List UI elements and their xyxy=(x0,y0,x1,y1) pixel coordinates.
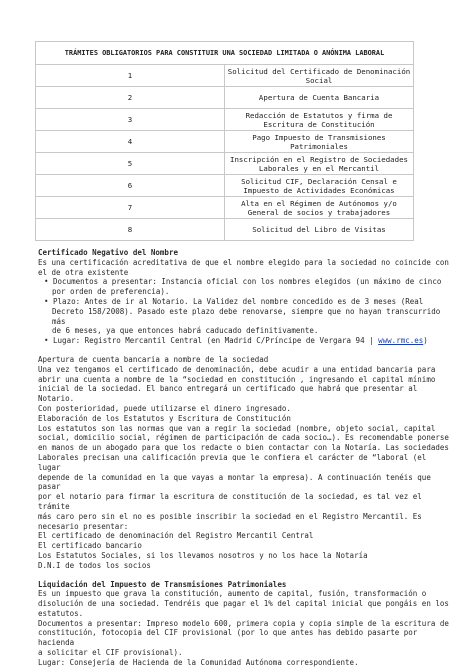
paragraph-line: El certificado de denominación del Registro Mercantil Central xyxy=(38,531,314,541)
row-text: Solicitud del Certificado de Denominación Social xyxy=(225,65,414,87)
paragraph-line: Los Estatutos Sociales, si los llevamos nosotros y no los hace la Notaría xyxy=(38,550,368,560)
table-row xyxy=(36,175,414,197)
bullet-line: Decreto 158/2008). Pasado este plazo debe renovarse, siempre que no hayan transcurrido más xyxy=(52,306,441,326)
row-number: 4 xyxy=(36,131,225,153)
paragraph-line: Lugar: Consejería de Hacienda de la Comunidad Autónoma correspondiente. xyxy=(38,657,359,667)
row-number: 5 xyxy=(36,153,225,175)
paragraph-line: el de otra existente xyxy=(38,267,129,277)
table-header: TRÁMITES OBLIGATORIOS PARA CONSTITUIR UNA SOCIEDAD LIMITADA O ANÓNIMA LABORAL xyxy=(36,42,414,65)
bullet-line: de 6 meses, ya que entonces habrá caducado definitivamente. xyxy=(52,326,319,336)
paragraph-line: El certificado bancario xyxy=(38,541,142,551)
paragraph-line: abrir una cuenta a nombre de la “sociedad en constitución , ingresando el capital mínimo xyxy=(38,374,436,384)
row-text: Redacción de Estatutos y firma de Escritura de Constitución xyxy=(225,109,414,131)
table-row xyxy=(36,65,414,87)
table-header-row xyxy=(36,42,414,65)
paragraph-line: depende de la comunidad en la que vayas a montar la empresa). A continuación tenéis que pasar xyxy=(38,472,431,492)
table-row xyxy=(36,219,414,241)
procedures-table xyxy=(35,41,414,241)
paragraph-line: Una vez tengamos el certificado de denominación, debe acudir a una entidad bancaria para xyxy=(38,364,436,374)
row-number: 3 xyxy=(36,109,225,131)
row-text: Solicitud CIF, Declaración Censal e Impuesto de Actividades Económicas xyxy=(225,175,414,197)
row-number: 8 xyxy=(36,219,225,241)
body-text xyxy=(38,248,450,668)
paragraph-line: en manos de un abogado para que los redacte o bien contactar con la Notaría. Las sociedades xyxy=(38,443,449,453)
paragraph-line: Es una certificación acreditativa de que el nombre elegido para la sociedad no coincide con xyxy=(38,257,449,267)
table-row xyxy=(36,153,414,175)
paragraph-line: Apertura de cuenta bancaria a nombre de la sociedad xyxy=(38,354,269,364)
paragraph-line: disolución de una sociedad. Tendréis que pagar el 1% del capital inicial que pongáis en los xyxy=(38,599,449,609)
paragraph-line: Elaboración de los Estatutos y Escritura de Constitución xyxy=(38,413,291,423)
paragraph-line: estatutos. xyxy=(38,608,84,618)
paragraph-line: más caro pero sin el no es posible inscribir la sociedad en el Registro Mercantil. Es xyxy=(38,511,422,521)
row-text: Inscripción en el Registro de Sociedades Laborales y en el Mercantil xyxy=(225,153,414,175)
paragraph-line: por el notario para firmar la escritura de constitución de la sociedad, es tal vez el trámite xyxy=(38,492,422,511)
bullet-place-text: • Lugar: Registro Mercantil Central (en Madrid C/Príncipe de Vergara 94 | xyxy=(44,336,379,346)
bullet-place-suffix: ) xyxy=(423,336,428,346)
table-row xyxy=(36,87,414,109)
paragraph-line: Los estatutos son las normas que van a regir la sociedad (nombre, objeto social, capital xyxy=(38,423,436,433)
paragraph-line: social, domicilio social, régimen de participación de cada socio…). Es recomendable ponerse xyxy=(38,433,449,443)
bullet-documents: • Documentos a presentar: Instancia oficial con los nombres elegidos (un máximo de cinco xyxy=(44,277,442,287)
section-heading-itp: Liquidación del Impuesto de Transmisiones Patrimoniales xyxy=(38,579,287,589)
table-row xyxy=(36,197,414,219)
row-text: Solicitud del Libro de Visitas xyxy=(225,219,414,241)
section-heading-certificate: Certificado Negativo del Nombre xyxy=(38,248,178,257)
bullet-line: por orden de preferencia). xyxy=(52,287,170,297)
table-row xyxy=(36,109,414,131)
row-text: Apertura de Cuenta Bancaria xyxy=(225,87,414,109)
paragraph-line: Con posterioridad, puede utilizarse el dinero ingresado. xyxy=(38,403,291,413)
spacer xyxy=(38,571,450,580)
row-number: 6 xyxy=(36,175,225,197)
row-text: Alta en el Régimen de Autónomos y/o General de socios y trabajadores xyxy=(225,197,414,219)
spacer xyxy=(38,346,450,355)
bullet-place xyxy=(38,336,450,346)
row-text: Pago Impuesto de Transmisiones Patrimoniales xyxy=(225,131,414,153)
paragraph-line: Es un impuesto que grava la constitución, aumento de capital, fusión, transformación o xyxy=(38,589,427,599)
paragraph-line: Laborales precisan una calificación previa que le confiera el carácter de “laboral (el lugar xyxy=(38,452,427,472)
paragraph-line: constitución, fotocopia del CIF provisional (por lo que antes has debido pasarte por hacienda xyxy=(38,628,418,648)
paragraph-line: Documentos a presentar: Impreso modelo 600, primera copia y copia simple de la escritura de xyxy=(38,618,449,628)
paragraph-line: D.N.I de todos los socios xyxy=(38,560,151,570)
table-row xyxy=(36,131,414,153)
bullet-deadline: • Plazo: Antes de ir al Notario. La Validez del nombre concedido es de 3 meses (Real xyxy=(44,296,424,306)
paragraph-line: necesario presentar: xyxy=(38,521,129,531)
rmc-link[interactable]: www.rmc.es xyxy=(378,336,424,346)
row-number: 2 xyxy=(36,87,225,109)
paragraph-line: a solicitar el CIF provisional). xyxy=(38,648,183,658)
paragraph-line: inicial de la sociedad. El banco entregará un certificado que habrá que presentar al Notario. xyxy=(38,384,418,404)
row-number: 1 xyxy=(36,65,225,87)
row-number: 7 xyxy=(36,197,225,219)
